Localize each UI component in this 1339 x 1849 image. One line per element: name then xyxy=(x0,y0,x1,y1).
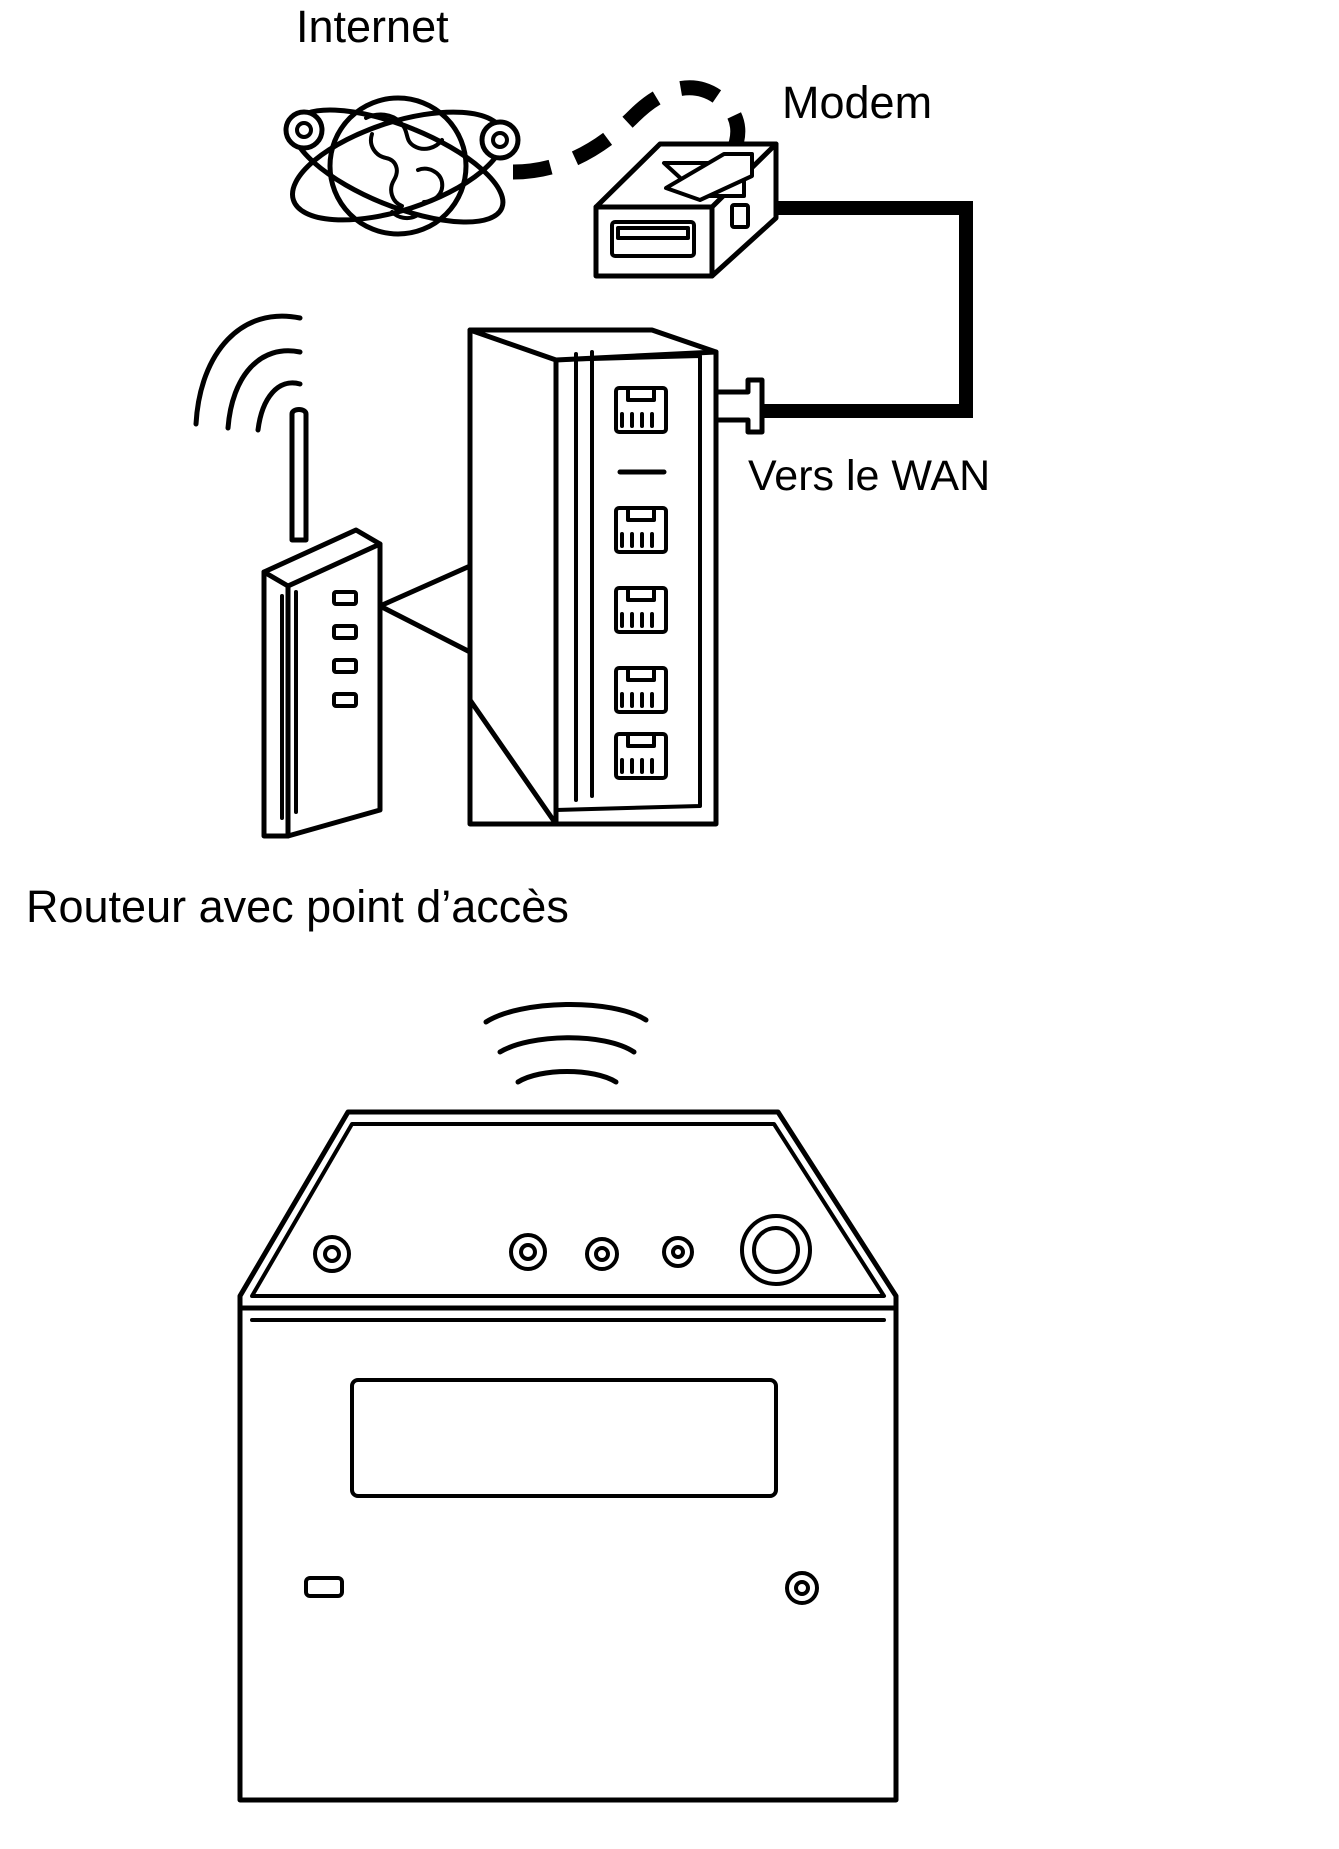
ethernet-cable-icon xyxy=(760,208,966,411)
label-wan: Vers le WAN xyxy=(748,452,991,500)
modem-icon xyxy=(596,144,776,276)
globe-icon xyxy=(279,87,518,245)
knob-small-right xyxy=(664,1238,692,1266)
label-modem: Modem xyxy=(782,77,933,128)
router-ports-zoom-icon xyxy=(380,330,716,824)
router-port-lan-1 xyxy=(616,508,666,552)
knob-small-center-right xyxy=(587,1239,617,1269)
knob-small-left xyxy=(315,1237,349,1271)
audio-device-icon xyxy=(240,1112,896,1800)
wifi-waves-device-icon xyxy=(486,1004,646,1082)
power-dial xyxy=(742,1216,810,1284)
knob-small-center xyxy=(511,1235,545,1269)
wifi-waves-icon xyxy=(196,316,300,430)
label-internet: Internet xyxy=(296,1,449,52)
router-port-wan xyxy=(616,388,666,432)
router-port-lan-4 xyxy=(616,734,666,778)
label-router: Routeur avec point d’accès xyxy=(26,881,569,932)
router-port-lan-3 xyxy=(616,668,666,712)
router-port-lan-2 xyxy=(616,588,666,632)
router-icon xyxy=(264,410,380,837)
